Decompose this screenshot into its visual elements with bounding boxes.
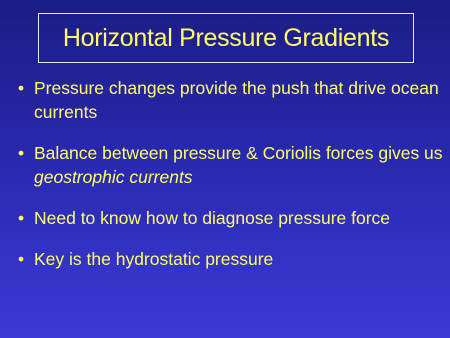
bullet-text: Need to know how to diagnose pressure force: [34, 208, 391, 228]
bullet-text: Balance between pressure & Coriolis forces gives us: [34, 143, 443, 163]
bullet-item: [18, 206, 443, 230]
bullet-item: [18, 247, 443, 271]
bullet-text: Key is the hydrostatic pressure: [34, 249, 274, 269]
bullet-dot-icon: •: [18, 249, 25, 269]
bullet-dot-icon: •: [18, 208, 25, 228]
bullet-dot-icon: •: [18, 78, 25, 98]
bullet-text: Pressure changes provide the push that drive ocean currents: [34, 78, 439, 122]
bullet-list: [18, 76, 443, 271]
bullet-emphasis: geostrophic currents: [34, 167, 193, 187]
bullet-item: [18, 141, 443, 189]
bullet-item: [18, 76, 443, 124]
slide-title: Horizontal Pressure Gradients: [62, 23, 390, 52]
bullet-dot-icon: •: [18, 143, 25, 163]
title-box: [38, 13, 414, 63]
